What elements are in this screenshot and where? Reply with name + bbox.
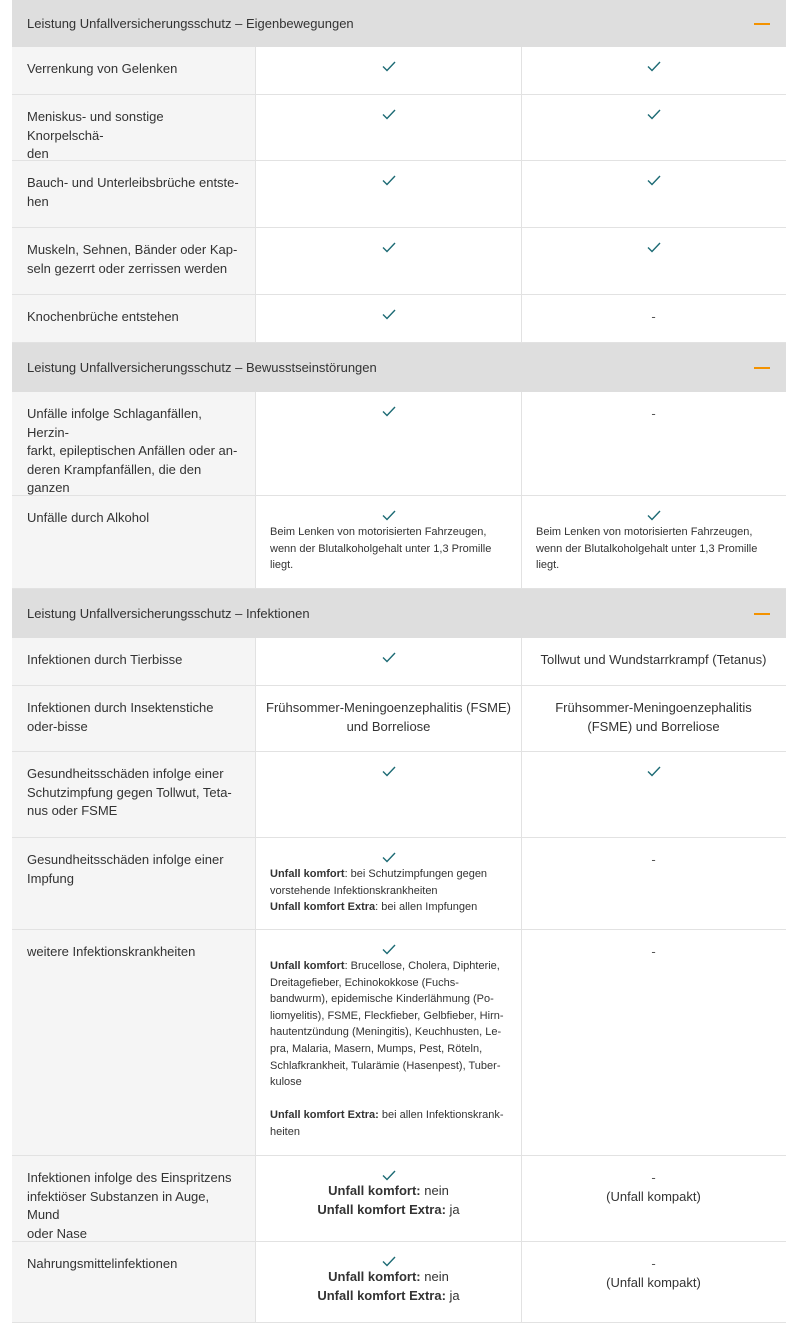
cell-komfort — [256, 752, 521, 837]
cell-komfort — [256, 496, 521, 588]
cell-note: Unfall komfort: bei Schutzimpfungen gegen vorstehende Infektionskrankheiten Unfall komfort Extra: bei allen Impfungen — [270, 868, 488, 914]
cell-line: Unfall komfort: nein — [328, 1269, 449, 1284]
cell-kompakt — [521, 161, 785, 227]
cell-kompakt — [521, 638, 785, 685]
cell-kompakt — [521, 295, 785, 342]
cell-text: Tollwut und Wundstarrkrampf (Tetanus) — [540, 652, 767, 667]
check-icon — [382, 174, 396, 187]
section-header-eigenbewegungen[interactable] — [12, 0, 786, 47]
section-title: Leistung Unfallversicherungsschutz – Infektionen — [27, 606, 310, 621]
row-label: Unfälle durch Alkohol — [12, 496, 256, 588]
table-row — [12, 295, 786, 343]
table-row — [12, 47, 786, 95]
table-row — [12, 95, 786, 161]
row-label: Meniskus- und sonstige Knorpelschä- den — [12, 95, 256, 160]
check-icon — [382, 1255, 396, 1268]
table-row — [12, 686, 786, 752]
table-row — [12, 930, 786, 1156]
row-label: Muskeln, Sehnen, Bänder oder Kap- seln gezerrt oder zerrissen werden — [12, 228, 256, 294]
cell-kompakt — [521, 392, 785, 495]
row-label: Infektionen infolge des Einspritzens infektiöser Substanzen in Auge, Mund oder Nase — [12, 1156, 256, 1241]
cell-komfort — [256, 161, 521, 227]
check-icon — [382, 765, 396, 778]
check-icon — [647, 509, 661, 522]
check-icon — [647, 241, 661, 254]
cell-note: Beim Lenken von motorisierten Fahrzeugen, wenn der Blutalkoholgehalt unter 1,3 Promille liegt. — [270, 526, 492, 572]
cell-kompakt — [521, 686, 785, 751]
check-icon — [382, 509, 396, 522]
collapse-minus-icon[interactable] — [754, 613, 770, 615]
cell-komfort — [256, 638, 521, 685]
cell-kompakt — [521, 752, 785, 837]
cell-line: Unfall komfort Extra: ja — [317, 1201, 460, 1217]
cell-kompakt — [521, 228, 785, 294]
table-row — [12, 638, 786, 686]
cell-line: Unfall komfort: nein — [328, 1183, 449, 1198]
section-title: Leistung Unfallversicherungsschutz – Eigenbewegungen — [27, 16, 354, 31]
comparison-table — [12, 0, 786, 1323]
check-icon — [382, 651, 396, 664]
cell-komfort — [256, 930, 521, 1155]
row-label: Knochenbrüche entstehen — [12, 295, 256, 342]
check-icon — [647, 108, 661, 121]
dash-text: - — [651, 1256, 656, 1271]
cell-line: Unfall komfort Extra: ja — [317, 1287, 460, 1303]
row-label: Gesundheitsschäden infolge einer Impfung — [12, 838, 256, 929]
cell-text: Frühsommer-Meningoenzephalitis (FSME) und Borreliose — [266, 700, 511, 734]
cell-note: Beim Lenken von motorisierten Fahrzeugen, wenn der Blutalkoholgehalt unter 1,3 Promille liegt. — [536, 526, 758, 572]
check-icon — [382, 108, 396, 121]
row-label: Verrenkung von Gelenken — [12, 47, 256, 94]
table-row — [12, 392, 786, 496]
cell-kompakt — [521, 1156, 785, 1241]
cell-kompakt — [521, 95, 785, 160]
cell-komfort — [256, 1156, 521, 1241]
cell-komfort — [256, 838, 521, 929]
dash-text: - — [651, 1170, 656, 1185]
dash-text: - — [651, 309, 656, 324]
row-label: weitere Infektionskrankheiten — [12, 930, 256, 1155]
table-row — [12, 161, 786, 228]
row-label: Gesundheitsschäden infolge einer Schutzimpfung gegen Tollwut, Teta- nus oder FSME — [12, 752, 256, 837]
row-label: Bauch- und Unterleibsbrüche entste- hen — [12, 161, 256, 227]
cell-komfort — [256, 295, 521, 342]
dash-text: - — [651, 944, 656, 959]
cell-kompakt — [521, 930, 785, 1155]
row-label: Infektionen durch Tierbisse — [12, 638, 256, 685]
cell-komfort — [256, 95, 521, 160]
table-row — [12, 1242, 786, 1323]
cell-kompakt — [521, 1242, 785, 1322]
dash-text: - — [651, 852, 656, 867]
table-row — [12, 752, 786, 838]
check-icon — [647, 174, 661, 187]
check-icon — [382, 1169, 396, 1182]
section-title: Leistung Unfallversicherungsschutz – Bewusstseinstörungen — [27, 360, 377, 375]
cell-komfort — [256, 392, 521, 495]
cell-kompakt — [521, 838, 785, 929]
cell-note: Unfall komfort: Brucellose, Cholera, Diphterie, Dreitagefieber, Echinokokkose (Fuchs-bandwurm), epidemische Kinderlähmung (Po-liomyelitis), FSME, Fleckfieber, Gelbfieber, Hirn-hautentzündung (Meningitis), Keuchhusten, Le-pra, Malaria, Masern, Mumps, Pest, Röteln, Schlafkrankheit, Tularämie (Hasenpest), Tuber-kulose Unfall komfort Extra: bei allen Infektionskrank-heiten — [270, 960, 504, 1138]
dash-text: - — [651, 406, 656, 421]
cell-komfort — [256, 1242, 521, 1322]
check-icon — [382, 60, 396, 73]
cell-kompakt — [521, 496, 785, 588]
collapse-minus-icon[interactable] — [754, 23, 770, 25]
cell-subtext: (Unfall kompakt) — [606, 1188, 701, 1204]
table-row — [12, 228, 786, 295]
table-row — [12, 1156, 786, 1242]
cell-komfort — [256, 47, 521, 94]
cell-text: Frühsommer-Meningoenzephalitis (FSME) und Borreliose — [555, 700, 752, 734]
table-row — [12, 496, 786, 589]
cell-komfort — [256, 228, 521, 294]
table-row — [12, 838, 786, 930]
section-header-infektionen[interactable] — [12, 589, 786, 638]
check-icon — [382, 405, 396, 418]
check-icon — [382, 851, 396, 864]
check-icon — [647, 765, 661, 778]
row-label: Nahrungsmittelinfektionen — [12, 1242, 256, 1322]
check-icon — [382, 943, 396, 956]
cell-kompakt — [521, 47, 785, 94]
check-icon — [382, 241, 396, 254]
cell-subtext: (Unfall kompakt) — [606, 1274, 701, 1290]
row-label: Unfälle infolge Schlaganfällen, Herzin- farkt, epileptischen Anfällen oder an- deren Krampfanfällen, die den ganzen — [12, 392, 256, 495]
cell-komfort — [256, 686, 521, 751]
row-label: Infektionen durch Insektenstiche oder-bisse — [12, 686, 256, 751]
section-header-bewusstseinstoerungen[interactable] — [12, 343, 786, 392]
check-icon — [382, 308, 396, 321]
collapse-minus-icon[interactable] — [754, 367, 770, 369]
check-icon — [647, 60, 661, 73]
